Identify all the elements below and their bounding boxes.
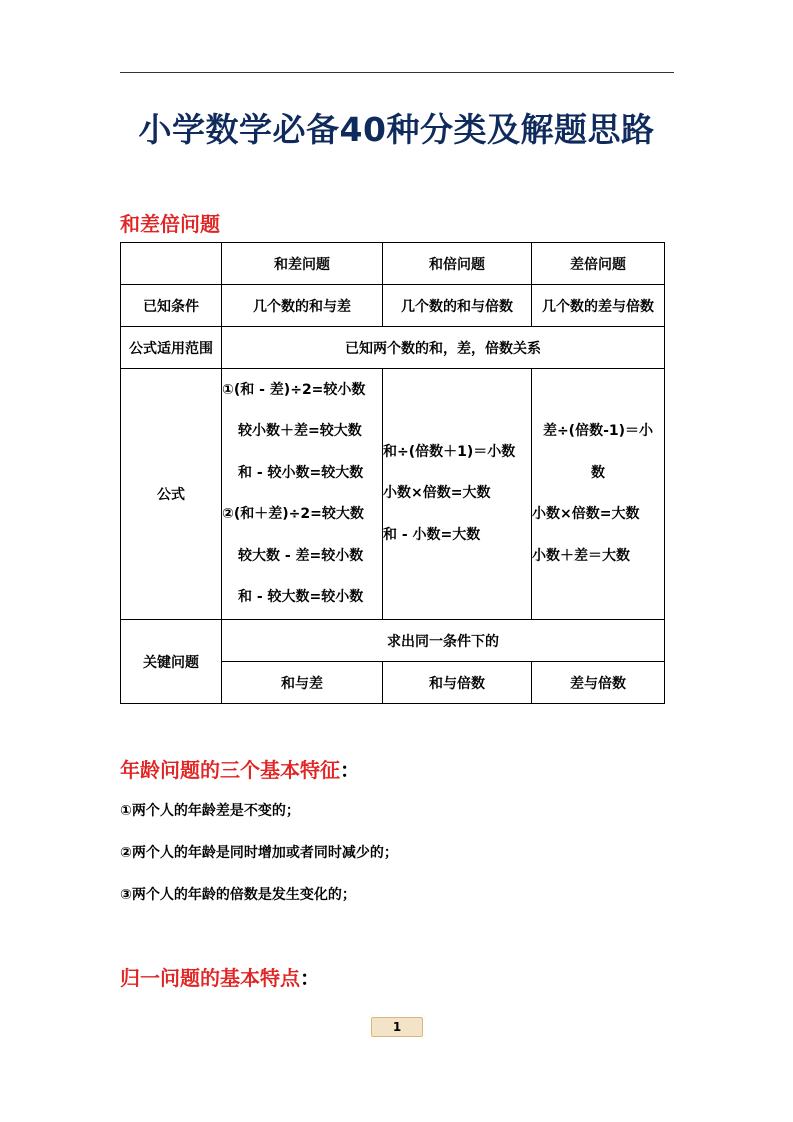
formula-line: 小数×倍数=大数 (383, 485, 491, 502)
section-heading-sum-diff-multiple (120, 208, 220, 237)
formula-line: 和÷(倍数＋1)＝小数 (383, 443, 516, 460)
heading-colon: ： (300, 966, 320, 990)
section-heading-text: 归一问题的基本特点 (120, 966, 300, 990)
table-cell: 差与倍数 (532, 662, 665, 704)
table-cell: 求出同一条件下的 (222, 620, 665, 662)
table-row-key-question-top (121, 620, 665, 662)
table-row-known-conditions (121, 285, 665, 327)
formula-line: 小数×倍数=大数 (532, 506, 640, 522)
row-label: 关键问题 (121, 620, 222, 704)
section-heading-age-problems (120, 754, 360, 783)
formula-line: 较大数 - 差=较小数 (238, 547, 364, 564)
formula-line: ②(和＋差)÷2=较大数 (222, 506, 364, 522)
table-header-cell: 和差问题 (222, 243, 383, 285)
row-label: 公式 (121, 369, 222, 620)
table-row-formula (121, 369, 665, 620)
table-header-cell: 差倍问题 (532, 243, 665, 285)
table-cell: 已知两个数的和，差，倍数关系 (222, 327, 665, 369)
table-row-scope (121, 327, 665, 369)
list-item: ③两个人的年龄的倍数是发生变化的； (120, 887, 356, 903)
section-heading-unitary-problems (120, 962, 320, 991)
formula-line: 和 - 较小数=较大数 (238, 464, 364, 481)
formula-line: 小数＋差＝大数 (532, 547, 630, 564)
heading-colon: ： (340, 758, 360, 782)
table-cell: 和与倍数 (383, 662, 532, 704)
row-label: 已知条件 (121, 285, 222, 327)
formula-line: 差÷(倍数-1)＝小 (542, 423, 654, 439)
table-header-cell: 和倍问题 (383, 243, 532, 285)
sum-diff-multiple-table (120, 242, 665, 704)
row-label: 公式适用范围 (121, 327, 222, 369)
formula-cell-sum-diff (222, 369, 383, 620)
top-rule (120, 72, 674, 73)
formula-line: 较小数＋差=较大数 (238, 423, 362, 439)
section-heading-text: 和差倍问题 (120, 212, 220, 236)
table-header-cell (121, 243, 222, 285)
section-heading-text: 年龄问题的三个基本特征 (120, 758, 340, 782)
list-item: ②两个人的年龄是同时增加或者同时减少的； (120, 845, 398, 861)
formula-cell-diff-multiple (532, 369, 665, 620)
formula-cell-sum-multiple (383, 369, 532, 620)
page-title: 小学数学必备40种分类及解题思路 (138, 110, 655, 149)
table-cell: 和与差 (222, 662, 383, 704)
table-cell: 几个数的和与差 (222, 285, 383, 327)
page-number-badge: 1 (369, 1015, 425, 1039)
table-cell: 几个数的和与倍数 (383, 285, 532, 327)
formula-line: 和 - 小数=大数 (383, 526, 481, 543)
formula-line: ①(和 - 差)÷2=较小数 (222, 381, 366, 398)
formula-line: 数 (591, 464, 605, 481)
table-cell: 几个数的差与倍数 (532, 285, 665, 327)
formula-line: 和 - 较大数=较小数 (238, 589, 364, 605)
list-item: ①两个人的年龄差是不变的； (120, 803, 300, 819)
table-header-row (121, 243, 665, 285)
